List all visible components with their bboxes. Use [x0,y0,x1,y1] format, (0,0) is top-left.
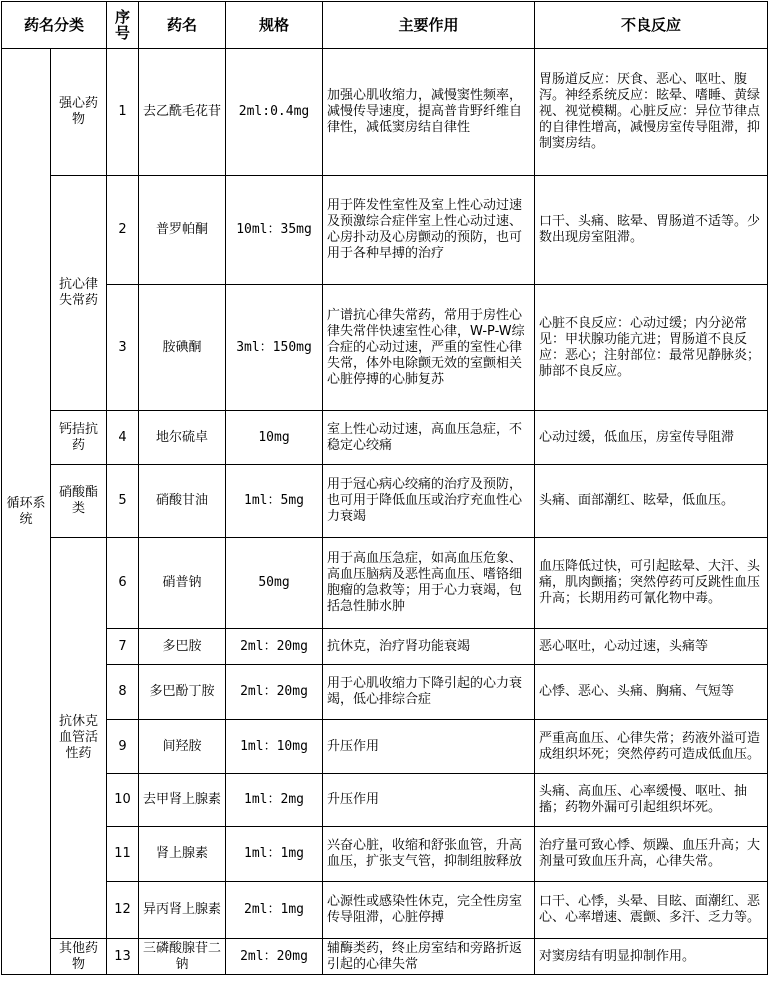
drug-effect: 用于心肌收缩力下降引起的心力衰竭，低心排综合症 [323,665,535,720]
drug-spec: 2ml：20mg [226,629,323,665]
drug-spec: 3ml：150mg [226,285,323,411]
row-no: 10 [107,774,139,827]
row-no: 9 [107,720,139,774]
drug-adverse: 严重高血压、心律失常；药液外溢可造成组织坏死；突然停药可造成低血压。 [535,720,768,774]
drug-effect: 用于高血压急症，如高血压危象、高血压脑病及恶性高血压、嗜铬细胞瘤的急救等；用于心力衰竭，包括急性肺水肿 [323,538,535,629]
table-row [2,827,768,882]
row-no: 8 [107,665,139,720]
group-cell: 其他药物 [51,939,107,975]
row-no: 4 [107,411,139,465]
row-no: 11 [107,827,139,882]
drug-name: 三磷酸腺苷二钠 [139,939,226,975]
header-name: 药名 [139,2,226,49]
drug-effect: 抗休克，治疗肾功能衰竭 [323,629,535,665]
row-no: 2 [107,176,139,285]
drug-name: 地尔硫卓 [139,411,226,465]
drug-effect: 辅酶类药，终止房室结和旁路折返引起的心律失常 [323,939,535,975]
drug-effect: 广谱抗心律失常药，常用于房性心律失常伴快速室性心律，W-P-W综合症的心动过速，严重的室性心律失常，体外电除颤无效的室颤相关心脏停搏的心肺复苏 [323,285,535,411]
table-row [2,49,768,176]
row-no: 6 [107,538,139,629]
table-row [2,629,768,665]
drug-adverse: 口干、头痛、眩晕、胃肠道不适等。少数出现房室阻滞。 [535,176,768,285]
drug-spec: 10ml：35mg [226,176,323,285]
drug-adverse: 口干、心悸，头晕、目眩、面潮红、恶心、心率增速、震颤、多汗、乏力等。 [535,882,768,939]
group-cell: 钙拮抗药 [51,411,107,465]
group-cell: 硝酸酯类 [51,465,107,538]
drug-adverse: 头痛、高血压、心率缓慢、呕吐、抽搐；药物外漏可引起组织坏死。 [535,774,768,827]
drug-spec: 1ml：5mg [226,465,323,538]
drug-table [1,1,768,975]
header-spec: 规格 [226,2,323,49]
header-effect: 主要作用 [323,2,535,49]
table-row [2,538,768,629]
drug-spec: 2ml：20mg [226,939,323,975]
row-no: 1 [107,49,139,176]
table-row [2,774,768,827]
drug-name: 去乙酰毛花苷 [139,49,226,176]
drug-effect: 加强心肌收缩力，减慢窦性频率，减慢传导速度，提高普肯野纤维自律性，减低窦房结自律性 [323,49,535,176]
drug-name: 肾上腺素 [139,827,226,882]
drug-name: 去甲肾上腺素 [139,774,226,827]
header-category: 药名分类 [2,2,107,49]
drug-name: 间羟胺 [139,720,226,774]
drug-adverse: 心脏不良反应：心动过缓；内分泌常见：甲状腺功能亢进；胃肠道不良反应：恶心；注射部位：最常见静脉炎；肺部不良反应。 [535,285,768,411]
drug-adverse: 心动过缓，低血压，房室传导阻滞 [535,411,768,465]
drug-spec: 1ml：10mg [226,720,323,774]
header-row [2,2,768,49]
drug-effect: 兴奋心脏，收缩和舒张血管，升高血压，扩张支气管，抑制组胺释放 [323,827,535,882]
header-no: 序号 [107,2,139,49]
drug-adverse: 治疗量可致心悸、烦躁、血压升高；大剂量可致血压升高，心律失常。 [535,827,768,882]
system-cell: 循环系统 [2,49,51,975]
drug-spec: 1ml：2mg [226,774,323,827]
group-cell: 抗心律失常药 [51,176,107,411]
header-adverse: 不良反应 [535,2,768,49]
row-no: 5 [107,465,139,538]
drug-effect: 心源性或感染性休克，完全性房室传导阻滞，心脏停搏 [323,882,535,939]
table-row [2,176,768,285]
drug-effect: 用于冠心病心绞痛的治疗及预防，也可用于降低血压或治疗充血性心力衰竭 [323,465,535,538]
group-cell: 强心药物 [51,49,107,176]
drug-adverse: 胃肠道反应：厌食、恶心、呕吐、腹泻。神经系统反应：眩晕、嗜睡、黄绿视、视觉模糊。心脏反应：异位节律点的自律性增高，减慢房室传导阻滞，抑制窦房结。 [535,49,768,176]
drug-effect: 升压作用 [323,720,535,774]
drug-spec: 1ml：1mg [226,827,323,882]
drug-effect: 室上性心动过速，高血压急症，不稳定心绞痛 [323,411,535,465]
table-row [2,285,768,411]
drug-adverse: 对窦房结有明显抑制作用。 [535,939,768,975]
drug-effect: 用于阵发性室性及室上性心动过速及预激综合症伴室上性心动过速、心房扑动及心房颤动的预防，也可用于各种早搏的治疗 [323,176,535,285]
group-cell: 抗休克血管活性药 [51,538,107,939]
table-row [2,411,768,465]
drug-name: 异丙肾上腺素 [139,882,226,939]
drug-adverse: 血压降低过快，可引起眩晕、大汗、头痛，肌肉颤搐；突然停药可反跳性血压升高；长期用药可氰化物中毒。 [535,538,768,629]
drug-name: 普罗帕酮 [139,176,226,285]
drug-adverse: 心悸、恶心、头痛、胸痛、气短等 [535,665,768,720]
drug-name: 多巴胺 [139,629,226,665]
table-row [2,465,768,538]
table-row [2,720,768,774]
drug-spec: 2ml：20mg [226,665,323,720]
drug-name: 胺碘酮 [139,285,226,411]
drug-effect: 升压作用 [323,774,535,827]
drug-adverse: 恶心呕吐，心动过速，头痛等 [535,629,768,665]
table-row [2,939,768,975]
drug-spec: 2ml:0.4mg [226,49,323,176]
drug-spec: 2ml：1mg [226,882,323,939]
row-no: 3 [107,285,139,411]
row-no: 12 [107,882,139,939]
table-row [2,665,768,720]
row-no: 7 [107,629,139,665]
drug-name: 硝酸甘油 [139,465,226,538]
drug-spec: 10mg [226,411,323,465]
drug-name: 硝普钠 [139,538,226,629]
drug-name: 多巴酚丁胺 [139,665,226,720]
row-no: 13 [107,939,139,975]
table-row [2,882,768,939]
drug-adverse: 头痛、面部潮红、眩晕，低血压。 [535,465,768,538]
drug-spec: 50mg [226,538,323,629]
